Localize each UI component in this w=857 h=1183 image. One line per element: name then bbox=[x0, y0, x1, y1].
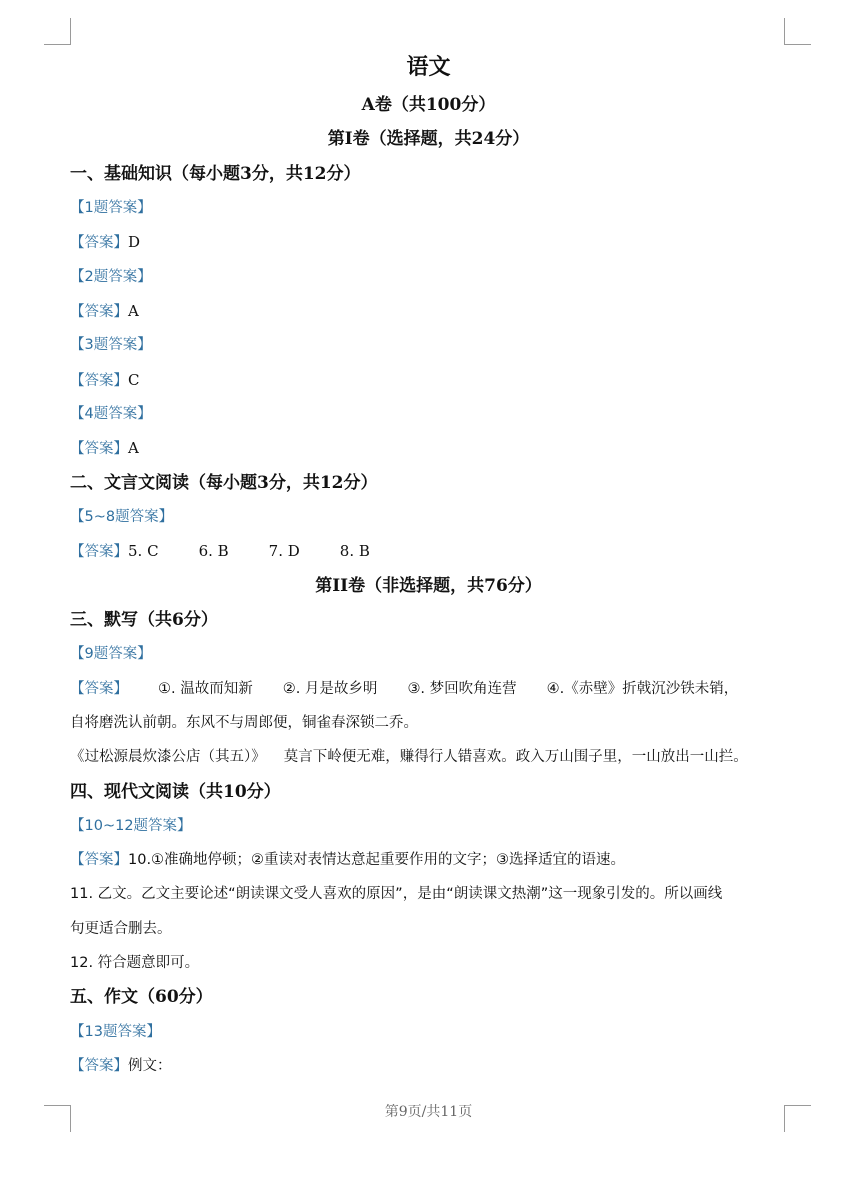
answer-tag: 【答案】 bbox=[70, 852, 128, 868]
q4-label: 【4题答案】 bbox=[70, 406, 152, 422]
q11-answer-line-1: 11. 乙文。乙文主要论述“朗读课文受人喜欢的原因”，是由“朗读课文热潮”这一现象引发的。所以画线 bbox=[70, 886, 723, 902]
answer-value: A bbox=[128, 302, 139, 320]
q10-12-label: 【10~12题答案】 bbox=[70, 818, 192, 834]
section-3-heading: 三、默写（共6分） bbox=[70, 610, 218, 630]
q9-answer-line-3 bbox=[70, 747, 748, 767]
q13-answer bbox=[70, 1056, 172, 1076]
answer-value: A bbox=[128, 439, 139, 457]
crop-mark-top-left bbox=[44, 18, 71, 45]
part-2-heading: 第II卷（非选择题，共76分） bbox=[315, 576, 542, 596]
volume-a-heading: A卷（共100分） bbox=[361, 95, 496, 115]
q6-answer: 6. B bbox=[198, 542, 229, 560]
section-4-heading: 四、现代文阅读（共10分） bbox=[70, 782, 281, 802]
q5-answer: 5. C bbox=[128, 542, 159, 560]
page-title: 语文 bbox=[406, 54, 451, 80]
answer-tag: 【答案】 bbox=[70, 544, 128, 560]
answer-value: C bbox=[128, 371, 140, 389]
q9-answer-line-1 bbox=[70, 679, 738, 699]
answer-tag: 【答案】 bbox=[70, 1058, 128, 1074]
q3-label: 【3题答案】 bbox=[70, 337, 152, 353]
q1-label: 【1题答案】 bbox=[70, 200, 152, 216]
q1-answer bbox=[70, 232, 140, 253]
section-2-heading: 二、文言文阅读（每小题3分，共12分） bbox=[70, 473, 378, 493]
part-1-heading: 第I卷（选择题，共24分） bbox=[327, 129, 530, 149]
q8-answer: 8. B bbox=[339, 542, 370, 560]
page-footer: 第9页/共11页 bbox=[384, 1104, 473, 1120]
crop-mark-top-right bbox=[784, 18, 811, 45]
q9-answer-line-2: 自将磨洗认前朝。东风不与周郎便，铜雀春深锁二乔。 bbox=[70, 715, 418, 731]
q11-answer-line-2: 句更适合删去。 bbox=[70, 921, 172, 937]
q9-item-4: ④.《赤壁》折戟沉沙铁未销， bbox=[546, 681, 739, 697]
poem-title: 《过松源晨炊漆公店（其五）》 bbox=[70, 749, 266, 765]
answer-tag: 【答案】 bbox=[70, 373, 128, 389]
answer-tag: 【答案】 bbox=[70, 235, 128, 251]
q10-answer bbox=[70, 850, 625, 870]
q9-item-3: ③. 梦回吹角连营 bbox=[407, 681, 517, 697]
q7-answer: 7. D bbox=[268, 542, 300, 560]
answer-value: D bbox=[128, 233, 141, 251]
q3-answer bbox=[70, 370, 139, 391]
q12-answer: 12. 符合题意即可。 bbox=[70, 955, 200, 971]
q4-answer bbox=[70, 438, 139, 459]
answer-tag: 【答案】 bbox=[70, 441, 128, 457]
answer-value: 例文： bbox=[128, 1058, 172, 1074]
q9-label: 【9题答案】 bbox=[70, 646, 152, 662]
q2-answer bbox=[70, 301, 139, 322]
section-1-heading: 一、基础知识（每小题3分，共12分） bbox=[70, 164, 361, 184]
q5-8-label: 【5~8题答案】 bbox=[70, 509, 174, 525]
section-5-heading: 五、作文（60分） bbox=[70, 987, 213, 1007]
q5-8-answer bbox=[70, 541, 370, 562]
answer-tag: 【答案】 bbox=[70, 304, 128, 320]
q9-item-2: ②. 月是故乡明 bbox=[282, 681, 378, 697]
poem-text: 莫言下岭便无难，赚得行人错喜欢。政入万山围子里，一山放出一山拦。 bbox=[283, 749, 748, 765]
answer-value: 10.①准确地停顿；②重读对表情达意起重要作用的文字；③选择适宜的语速。 bbox=[128, 852, 626, 868]
q9-item-1: ①. 温故而知新 bbox=[158, 681, 253, 697]
q13-label: 【13题答案】 bbox=[70, 1024, 161, 1040]
answer-tag: 【答案】 bbox=[70, 681, 128, 697]
q2-label: 【2题答案】 bbox=[70, 269, 152, 285]
